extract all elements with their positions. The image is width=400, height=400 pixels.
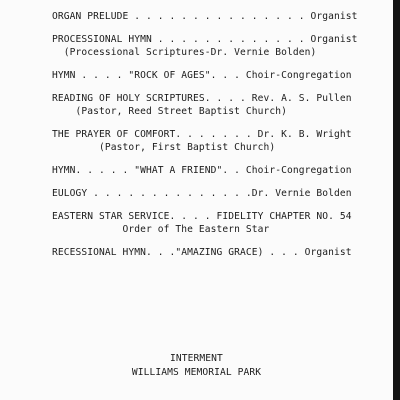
program-item-line: EULOGY . . . . . . . . . . . . . .Dr. Vernie Bolden (52, 188, 352, 199)
program-item-line: PROCESSIONAL HYMN . . . . . . . . . . . . . Organist (52, 34, 358, 45)
interment-location: WILLIAMS MEMORIAL PARK (131, 367, 262, 378)
program-item-recessional-hymn (52, 246, 370, 259)
scan-edge-shadow (393, 0, 400, 400)
interment-heading: INTERMENT (170, 353, 223, 364)
program-item-prayer-of-comfort (52, 128, 370, 154)
program-item-note: (Pastor, First Baptist Church) (52, 142, 276, 153)
program-item-eastern-star-service (52, 210, 370, 236)
program-item-eulogy (52, 187, 370, 200)
program-item-line: HYMN. . . . . "WHAT A FRIEND". . Choir-Congregation (52, 165, 352, 176)
program-item-note: (Pastor, Reed Street Baptist Church) (52, 106, 288, 117)
program-item-line: THE PRAYER OF COMFORT. . . . . . . Dr. K. B. Wright (52, 129, 352, 140)
order-of-service (52, 10, 370, 269)
program-item-scripture-reading (52, 92, 370, 118)
program-item-hymn-rock-of-ages (52, 69, 370, 82)
program-item-note: (Processional Scriptures-Dr. Vernie Bolden) (52, 47, 317, 58)
program-item-line: HYMN . . . . "ROCK OF AGES". . . Choir-Congregation (52, 70, 352, 81)
program-item-processional-hymn (52, 33, 370, 59)
program-item-line: EASTERN STAR SERVICE. . . . FIDELITY CHAPTER NO. 54 (52, 211, 352, 222)
program-item-line: READING OF HOLY SCRIPTURES. . . . Rev. A. S. Pullen (52, 93, 352, 104)
program-item-line: RECESSIONAL HYMN. . ."AMAZING GRACE) . . . Organist (52, 247, 352, 258)
program-item-line: ORGAN PRELUDE . . . . . . . . . . . . . . . Organist (52, 11, 358, 22)
program-item-organ-prelude (52, 10, 370, 23)
program-item-note: Order of The Eastern Star (52, 224, 270, 235)
program-item-hymn-what-a-friend (52, 164, 370, 177)
